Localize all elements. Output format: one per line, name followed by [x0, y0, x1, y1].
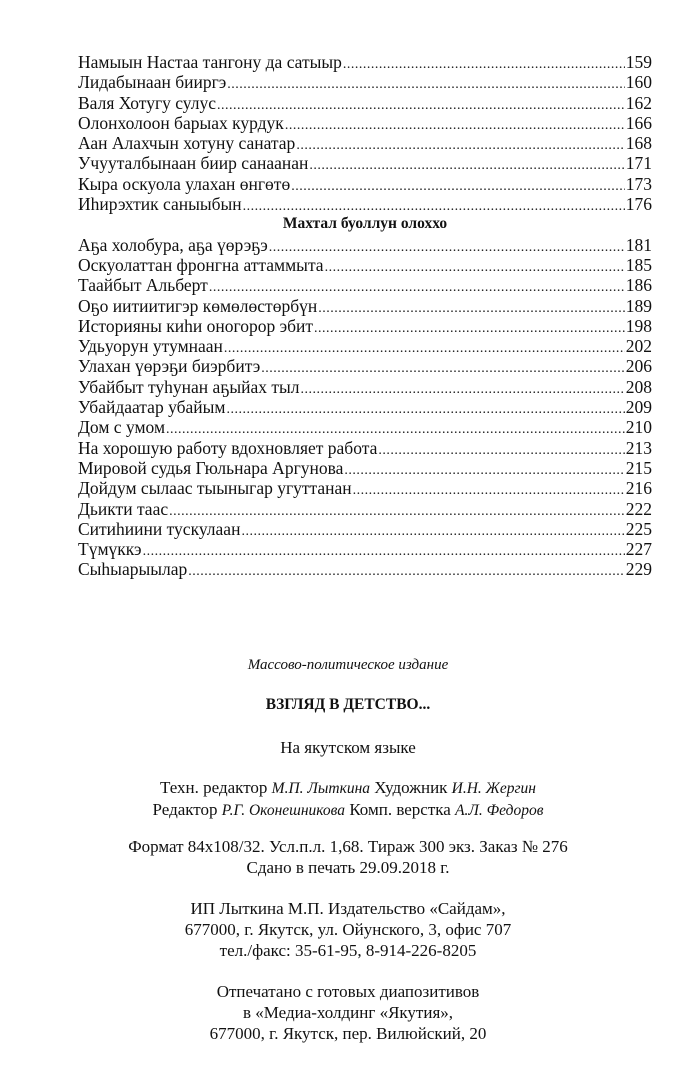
toc-entry-page: 159 [625, 52, 652, 72]
toc-dot-leader [343, 55, 625, 72]
toc-entry [78, 559, 652, 579]
toc-entry-title: Лидабынаан бииргэ [78, 72, 227, 93]
toc-entry [78, 93, 652, 113]
toc-entry [78, 153, 652, 173]
toc-entry-title: Улахан үөрэҕи биэрбитэ [78, 356, 261, 377]
toc-entry-page: 209 [625, 397, 652, 418]
toc-dot-leader [243, 197, 625, 214]
toc-entry-page: 198 [625, 315, 652, 336]
toc-group-first [78, 52, 652, 214]
toc-entry [78, 316, 652, 336]
toc-entry-title: Дьикти таас [78, 498, 169, 519]
toc-entry [78, 296, 652, 316]
toc-group-second [78, 235, 652, 580]
toc-entry-title: Удьуорун утумнаан [78, 336, 223, 357]
artist-name: И.Н. Жергин [451, 780, 536, 797]
toc-entry [78, 174, 652, 194]
artist-label: Художник [374, 778, 448, 797]
toc-entry-page: 162 [625, 92, 652, 113]
specs-line-2: Сдано в печать 29.09.2018 г. [246, 858, 450, 877]
printer-info [0, 981, 696, 1044]
toc-entry-page: 173 [625, 173, 652, 194]
toc-dot-leader [261, 359, 624, 376]
credits-line-2 [0, 799, 696, 821]
toc-entry [78, 133, 652, 153]
toc-entry-page: 189 [625, 295, 652, 316]
publisher-info [0, 898, 696, 961]
toc-dot-leader [318, 299, 625, 316]
credits-line-1 [0, 777, 696, 799]
toc-entry-title: Сыhыарыылар [78, 559, 188, 580]
toc-entry-page: 227 [625, 539, 652, 560]
toc-entry-title: Убайбыт туhунан аҕыйах тыл [78, 376, 300, 397]
toc-entry-page: 208 [625, 376, 652, 397]
toc-entry [78, 417, 652, 437]
toc-entry-page: 229 [625, 559, 652, 580]
toc-entry [78, 356, 652, 376]
toc-dot-leader [217, 96, 625, 113]
tech-editor-label: Техн. редактор [160, 778, 268, 797]
toc-dot-leader [269, 238, 625, 255]
toc-entry-title: Олонхолоон барыах курдук [78, 112, 284, 133]
toc-entry-page: 186 [625, 275, 652, 296]
toc-entry-page: 225 [625, 518, 652, 539]
toc-entry-title: Мировой судья Гюльнара Аргунова [78, 457, 344, 478]
toc-entry [78, 52, 652, 72]
toc-entry [78, 275, 652, 295]
publisher-line-1: ИП Лыткина М.П. Издательство «Сайдам», [190, 899, 506, 918]
toc-entry-title: Историяны киhи оногорор эбит [78, 315, 314, 336]
toc-entry [78, 519, 652, 539]
tech-editor-name: М.П. Лыткина [271, 780, 371, 797]
specs-line-1: Формат 84х108/32. Усл.п.л. 1,68. Тираж 300 экз. Заказ № 276 [128, 837, 568, 856]
toc-dot-leader [227, 75, 624, 92]
toc-entry [78, 194, 652, 214]
toc-dot-leader [224, 339, 625, 356]
toc-dot-leader [169, 502, 625, 519]
toc-entry-title: Оскуолаттан фронгна аттаммыта [78, 254, 324, 275]
toc-entry [78, 72, 652, 92]
toc-dot-leader [309, 156, 624, 173]
toc-entry-page: 213 [625, 437, 652, 458]
publisher-line-2: 677000, г. Якутск, ул. Ойунского, 3, офис 707 [184, 920, 512, 939]
toc-entry [78, 377, 652, 397]
toc-entry-page: 222 [625, 498, 652, 519]
layout-name: А.Л. Федоров [455, 802, 544, 819]
toc-dot-leader [241, 522, 624, 539]
toc-entry-page: 176 [625, 194, 652, 215]
toc-entry-page: 210 [625, 417, 652, 438]
toc-dot-leader [285, 116, 625, 133]
toc-entry-title: Таайбыт Альберт [78, 275, 208, 296]
toc-entry-page: 166 [625, 112, 652, 133]
printer-line-3: 677000, г. Якутск, пер. Вилюйский, 20 [209, 1024, 487, 1043]
toc-dot-leader [166, 420, 625, 437]
editor-name: Р.Г. Оконешникова [221, 802, 346, 819]
toc-entry-title: Валя Хотугу сулус [78, 92, 217, 113]
toc-dot-leader [291, 177, 625, 194]
colophon [0, 655, 696, 1044]
toc-dot-leader [226, 400, 624, 417]
toc-entry-page: 216 [625, 478, 652, 499]
toc-entry [78, 113, 652, 133]
toc-entry [78, 255, 652, 275]
toc-entry-title: Аҕа холобура, аҕа үөрэҕэ [78, 234, 268, 255]
toc-entry-title: Оҕо иитиитигэр көмөлөстөрбүн [78, 295, 318, 316]
toc-entry-title: Убайдаатар убайым [78, 397, 226, 418]
toc-entry [78, 336, 652, 356]
toc-entry-page: 168 [625, 133, 652, 154]
toc-entry [78, 539, 652, 559]
toc-entry-title: На хорошую работу вдохновляет работа [78, 437, 378, 458]
toc-entry-title: Ситиhиини тускулаан [78, 518, 241, 539]
table-of-contents [78, 52, 652, 580]
toc-entry-page: 171 [625, 153, 652, 174]
toc-dot-leader [209, 278, 625, 295]
toc-entry-title: Түмүккэ [78, 539, 142, 560]
printer-line-2: в «Медиа-холдинг «Якутия», [242, 1003, 454, 1022]
toc-dot-leader [325, 258, 625, 275]
edition-type: Массово-политическое издание [247, 657, 449, 673]
toc-entry-title: Иhирэхтик саныыбын [78, 194, 242, 215]
toc-entry [78, 458, 652, 478]
toc-entry [78, 478, 652, 498]
toc-entry-title: Учууталбынаан биир санаанан [78, 153, 309, 174]
toc-entry-page: 185 [625, 254, 652, 275]
toc-entry [78, 397, 652, 417]
toc-dot-leader [143, 542, 625, 559]
toc-entry-title: Дом с умом [78, 417, 166, 438]
toc-entry-title: Кыра оскуола улахан өнгөтө [78, 173, 291, 194]
printer-line-1: Отпечатано с готовых диапозитивов [216, 982, 480, 1001]
toc-dot-leader [296, 136, 624, 153]
publisher-line-3: тел./факс: 35-61-95, 8-914-226-8205 [219, 941, 477, 960]
toc-entry-page: 202 [625, 336, 652, 357]
toc-entry-title: Дойдум сылаас тыыныгар угуттанан [78, 478, 352, 499]
toc-entry-page: 181 [625, 234, 652, 255]
editor-label: Редактор [152, 800, 218, 819]
print-specs [0, 836, 696, 878]
credits [0, 777, 696, 821]
toc-dot-leader [353, 481, 625, 498]
toc-entry-title: Намыын Настаа тангону да сатыыр [78, 52, 342, 72]
toc-dot-leader [300, 380, 624, 397]
toc-section-heading: Махтал буоллун олоххо [282, 215, 448, 233]
layout-label: Комп. верстка [349, 800, 451, 819]
toc-entry [78, 499, 652, 519]
toc-entry-page: 215 [625, 457, 652, 478]
toc-entry [78, 438, 652, 458]
toc-dot-leader [314, 319, 625, 336]
language-note: На якутском языке [280, 738, 416, 757]
toc-dot-leader [344, 461, 624, 478]
toc-entry-page: 206 [625, 356, 652, 377]
toc-entry [78, 235, 652, 255]
toc-entry-title: Аан Алахчын хотуну санатар [78, 133, 296, 154]
toc-dot-leader [378, 441, 624, 458]
toc-dot-leader [188, 562, 625, 579]
book-title: ВЗГЛЯД В ДЕТСТВО... [265, 696, 431, 713]
toc-entry-page: 160 [625, 72, 652, 93]
